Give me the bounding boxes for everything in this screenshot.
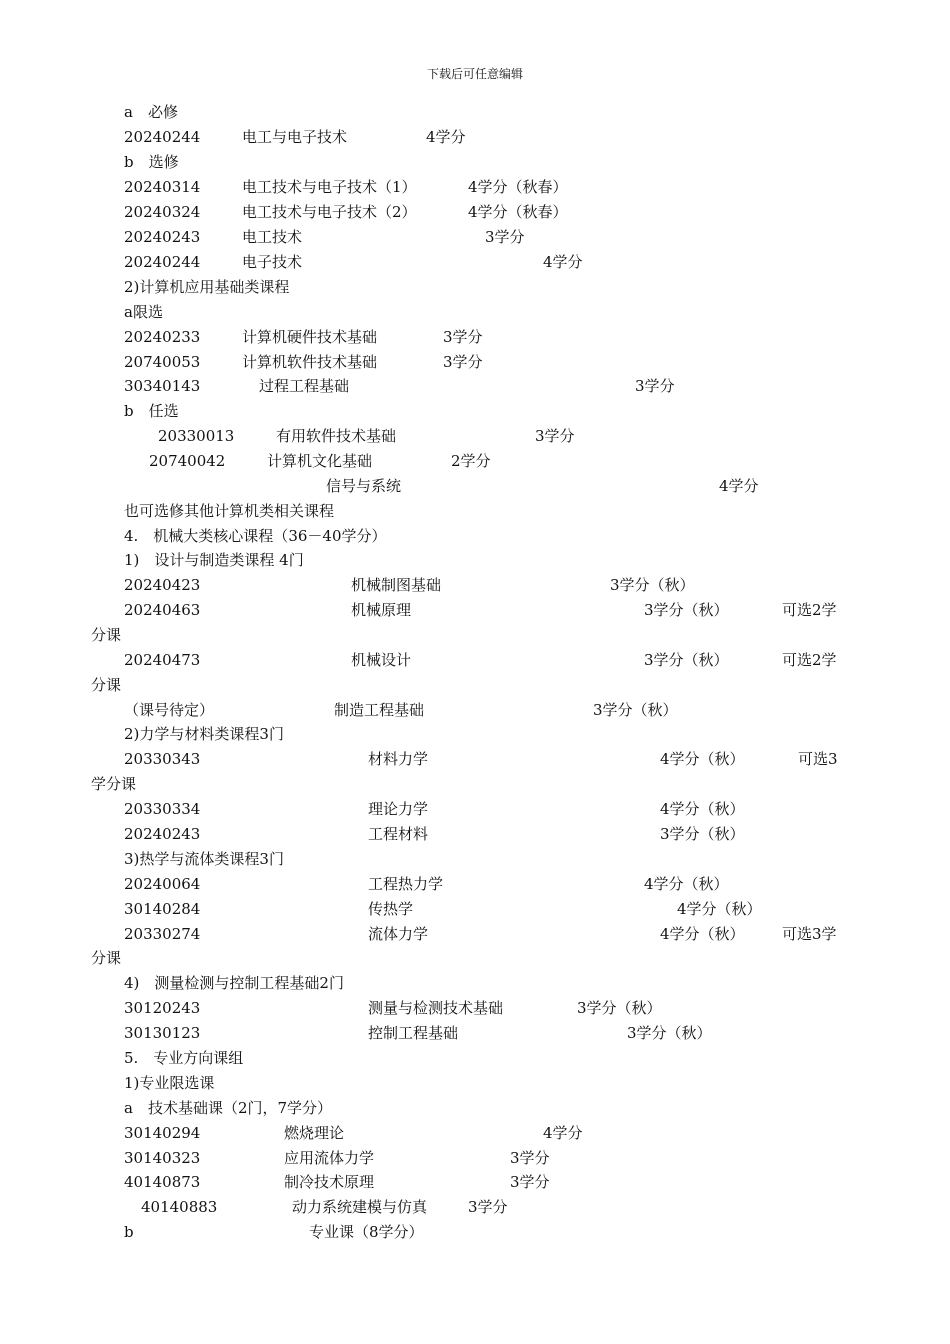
line-text: b 任选 xyxy=(124,402,179,420)
line-text: 5. 专业方向课组 xyxy=(124,1049,244,1067)
line-text: 机械设计 xyxy=(351,651,412,669)
line-text: 30340143 xyxy=(124,377,201,395)
line-text: 30140294 xyxy=(124,1124,201,1142)
line-text: 材料力学 xyxy=(368,750,429,768)
document-line xyxy=(0,971,950,995)
document-line xyxy=(0,698,950,722)
line-text: a限选 xyxy=(124,303,163,321)
document-line xyxy=(0,623,950,647)
line-text: 有用软件技术基础 xyxy=(276,427,397,445)
document-line xyxy=(0,797,950,821)
line-text: 电工与电子技术 xyxy=(242,128,348,146)
line-text: 4) 测量检测与控制工程基础2门 xyxy=(124,974,344,992)
line-text: 3学分（秋） xyxy=(610,576,695,594)
line-text: 3学分 xyxy=(468,1198,508,1216)
line-text: 3学分（秋） xyxy=(644,651,729,669)
document-line xyxy=(0,424,950,448)
line-text: 3学分 xyxy=(535,427,575,445)
line-text: 20240244 xyxy=(124,253,201,271)
document-line xyxy=(0,150,950,174)
line-text: 3学分（秋） xyxy=(627,1024,712,1042)
document-line xyxy=(0,1071,950,1095)
document-line xyxy=(0,524,950,548)
line-text: 制造工程基础 xyxy=(334,701,425,719)
document-line xyxy=(0,822,950,846)
line-text: 4. 机械大类核心课程（36－40学分） xyxy=(124,527,387,545)
line-text: 4学分（秋） xyxy=(660,925,745,943)
line-text: 4学分（秋） xyxy=(677,900,762,918)
document-line xyxy=(0,946,950,970)
line-text: 4学分（秋） xyxy=(660,750,745,768)
line-text: 20740042 xyxy=(149,452,226,470)
line-text: 40140873 xyxy=(124,1173,201,1191)
line-text: 学分课 xyxy=(91,775,137,793)
line-text: a 必修 xyxy=(124,103,178,121)
line-text: 控制工程基础 xyxy=(368,1024,459,1042)
line-text: 20240423 xyxy=(124,576,201,594)
document-line xyxy=(0,897,950,921)
line-text: 3学分 xyxy=(443,353,483,371)
line-text: 4学分 xyxy=(543,1124,583,1142)
line-text: 3学分（秋） xyxy=(577,999,662,1017)
line-text: a 技术基础课（2门，7学分） xyxy=(124,1099,333,1117)
line-text: 20240243 xyxy=(124,825,201,843)
line-text: 制冷技术原理 xyxy=(284,1173,375,1191)
document-line xyxy=(0,922,950,946)
document-line xyxy=(0,325,950,349)
line-text: 3学分 xyxy=(510,1173,550,1191)
line-text: 理论力学 xyxy=(368,800,429,818)
document-line xyxy=(0,1146,950,1170)
line-text: 3)热学与流体类课程3门 xyxy=(124,850,284,868)
document-line xyxy=(0,474,950,498)
line-text: 30140284 xyxy=(124,900,201,918)
document-line xyxy=(0,1170,950,1194)
document-line xyxy=(0,872,950,896)
line-text: 动力系统建模与仿真 xyxy=(292,1198,428,1216)
document-line xyxy=(0,175,950,199)
document-line xyxy=(0,200,950,224)
line-text: 1)专业限选课 xyxy=(124,1074,215,1092)
line-text: 4学分 xyxy=(426,128,466,146)
line-text: 计算机硬件技术基础 xyxy=(242,328,378,346)
document-line xyxy=(0,847,950,871)
line-text: 2学分 xyxy=(451,452,491,470)
line-text: 20740053 xyxy=(124,353,201,371)
document-line xyxy=(0,573,950,597)
line-text: 应用流体力学 xyxy=(284,1149,375,1167)
line-text: 分课 xyxy=(91,676,122,694)
line-text: 20240064 xyxy=(124,875,201,893)
line-text: 30140323 xyxy=(124,1149,201,1167)
line-text: 机械制图基础 xyxy=(351,576,442,594)
line-text: 可选2学 xyxy=(782,651,837,669)
line-text: 3学分（秋） xyxy=(644,601,729,619)
document-line xyxy=(0,350,950,374)
document-line xyxy=(0,1195,950,1219)
document-line xyxy=(0,499,950,523)
line-text: 1) 设计与制造类课程 4门 xyxy=(124,551,304,569)
line-text: 可选2学 xyxy=(782,601,837,619)
line-text: 3学分 xyxy=(510,1149,550,1167)
line-text: 计算机文化基础 xyxy=(267,452,373,470)
line-text: 4学分（秋春） xyxy=(468,178,568,196)
line-text: 工程材料 xyxy=(368,825,429,843)
line-text: 4学分（秋春） xyxy=(468,203,568,221)
line-text: 计算机软件技术基础 xyxy=(242,353,378,371)
line-text: 4学分（秋） xyxy=(660,800,745,818)
document-line xyxy=(0,598,950,622)
line-text: 20330013 xyxy=(158,427,235,445)
line-text: 分课 xyxy=(91,626,122,644)
line-text: 3学分 xyxy=(635,377,675,395)
line-text: 20330274 xyxy=(124,925,201,943)
line-text: 3学分（秋） xyxy=(593,701,678,719)
line-text: 4学分 xyxy=(719,477,759,495)
line-text: 电工技术与电子技术（1） xyxy=(242,178,417,196)
line-text: 3学分 xyxy=(443,328,483,346)
document-line xyxy=(0,374,950,398)
line-text: 40140883 xyxy=(141,1198,218,1216)
document-line xyxy=(0,1220,950,1244)
line-text: 信号与系统 xyxy=(326,477,402,495)
line-text: 20240233 xyxy=(124,328,201,346)
line-text: 20330334 xyxy=(124,800,201,818)
line-text: 20240314 xyxy=(124,178,201,196)
line-text: b 选修 xyxy=(124,153,179,171)
document-line xyxy=(0,673,950,697)
line-text: 测量与检测技术基础 xyxy=(368,999,504,1017)
line-text: 20240463 xyxy=(124,601,201,619)
line-text: 传热学 xyxy=(368,900,414,918)
line-text: 20240243 xyxy=(124,228,201,246)
line-text: 可选3学 xyxy=(782,925,837,943)
line-text: 30130123 xyxy=(124,1024,201,1042)
line-text: 分课 xyxy=(91,949,122,967)
line-text: 2)力学与材料类课程3门 xyxy=(124,725,284,743)
line-text: 20240473 xyxy=(124,651,201,669)
document-line xyxy=(0,1046,950,1070)
line-text: 电工技术与电子技术（2） xyxy=(242,203,417,221)
line-text: 2)计算机应用基础类课程 xyxy=(124,278,290,296)
line-text: 20240324 xyxy=(124,203,201,221)
line-text: 可选3 xyxy=(798,750,838,768)
document-line xyxy=(0,100,950,124)
document-line xyxy=(0,648,950,672)
document-line xyxy=(0,449,950,473)
line-text: 也可选修其他计算机类相关课程 xyxy=(124,502,335,520)
document-line xyxy=(0,275,950,299)
line-text: 3学分 xyxy=(485,228,525,246)
line-text: 专业课（8学分） xyxy=(309,1223,424,1241)
line-text: 20240244 xyxy=(124,128,201,146)
document-line xyxy=(0,399,950,423)
document-line xyxy=(0,722,950,746)
document-line xyxy=(0,125,950,149)
line-text: 4学分（秋） xyxy=(644,875,729,893)
document-line xyxy=(0,548,950,572)
document-line xyxy=(0,250,950,274)
line-text: b xyxy=(124,1223,134,1241)
document-line xyxy=(0,225,950,249)
line-text: 电工技术 xyxy=(242,228,303,246)
line-text: 机械原理 xyxy=(351,601,412,619)
document-line xyxy=(0,772,950,796)
line-text: 工程热力学 xyxy=(368,875,444,893)
document-line xyxy=(0,300,950,324)
document-line xyxy=(0,1121,950,1145)
line-text: 电子技术 xyxy=(242,253,303,271)
line-text: 流体力学 xyxy=(368,925,429,943)
line-text: （课号待定） xyxy=(124,701,215,719)
line-text: 20330343 xyxy=(124,750,201,768)
document-line xyxy=(0,1021,950,1045)
document-line xyxy=(0,747,950,771)
line-text: 4学分 xyxy=(543,253,583,271)
line-text: 30120243 xyxy=(124,999,201,1017)
page-header: 下载后可任意编辑 xyxy=(426,67,523,81)
line-text: 燃烧理论 xyxy=(284,1124,345,1142)
document-line xyxy=(0,996,950,1020)
document-line xyxy=(0,1096,950,1120)
line-text: 3学分（秋） xyxy=(660,825,745,843)
line-text: 过程工程基础 xyxy=(259,377,350,395)
